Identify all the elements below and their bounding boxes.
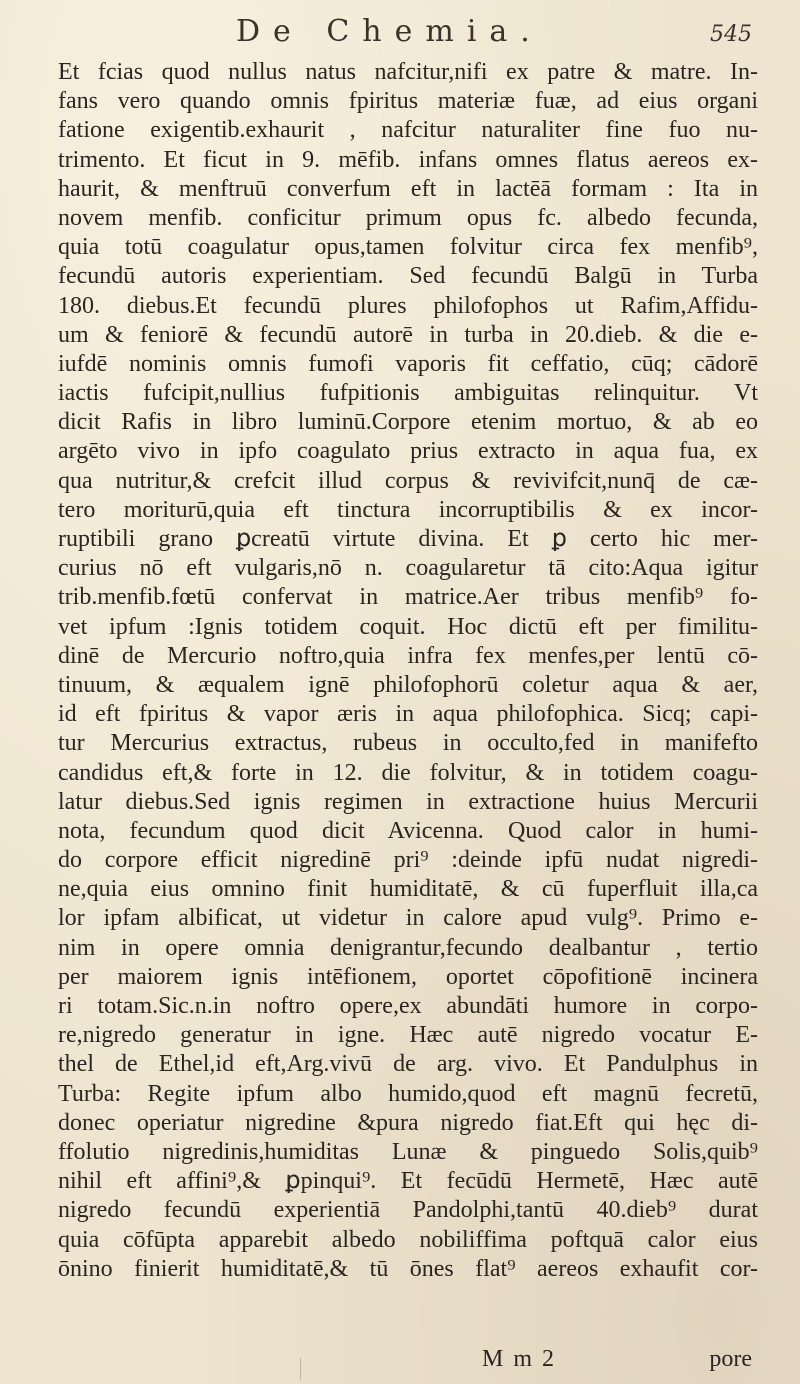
page-header — [56, 14, 756, 54]
text-line: id eft fpiritus & vapor æris in aqua philofophica. Sicq; capi- — [58, 701, 758, 728]
text-line: ffolutio nigredinis,humiditas Lunæ & pinguedo Solis,quib⁹ — [58, 1138, 758, 1165]
text-line: ōnino finierit humiditatē,& tū ōnes flat⁹ aereos exhaufit cor- — [58, 1255, 758, 1282]
signature-mark: M m 2 — [482, 1346, 557, 1372]
text-line: nim in opere omnia denigrantur,fecundo dealbantur , tertio — [58, 934, 758, 961]
text-line: trimento. Et ficut in 9. mēfib. infans omnes flatus aereos ex- — [58, 146, 758, 173]
text-line: nihil eft affini⁹,& ꝑpinqui⁹. Et fecūdū Hermetē, Hæc autē — [58, 1168, 758, 1195]
text-line: lor ipfam albificat, ut videtur in calore apud vulg⁹. Primo e- — [58, 905, 758, 932]
text-line: um & feniorē & fecundū autorē in turba in 20.dieb. & die e- — [58, 321, 758, 348]
text-line: ruptibili grano ꝑcreatū virtute divina. Et ꝑ certo hic mer- — [58, 526, 758, 552]
text-line: nota, fecundum quod dicit Avicenna. Quod calor in humi- — [58, 817, 758, 844]
text-line: argēto vivo in ipfo coagulato prius extracto in aqua fua, ex — [58, 438, 758, 465]
running-head: De Chemia. — [236, 14, 543, 49]
text-line: curius nō eft vulgaris,nō n. coagularetur tā cito:Aqua igitur — [58, 555, 758, 582]
text-line: tur Mercurius extractus, rubeus in occulto,fed in manifefto — [58, 730, 758, 757]
text-line: nigredo fecundū experientiā Pandolphi,tantū 40.dieb⁹ durat — [58, 1197, 758, 1224]
text-line: tinuum, & æqualem ignē philofophorū coletur aqua & aer, — [58, 671, 758, 698]
text-line: 180. diebus.Et fecundū plures philofophos ut Rafim,Affidu- — [58, 292, 758, 319]
text-line: donec operiatur nigredine &pura nigredo fiat.Eft qui hęc di- — [58, 1109, 758, 1136]
text-line: Et fcias quod nullus natus nafcitur,nifi ex patre & matre. In- — [58, 59, 758, 85]
text-line: Turba: Regite ipfum albo humido,quod eft magnū fecretū, — [58, 1080, 758, 1107]
text-line: do corpore efficit nigredinē pri⁹ :deinde ipfū nudat nigredi- — [58, 847, 758, 874]
text-line: fatione exigentib.exhaurit , nafcitur naturaliter fine fuo nu- — [58, 117, 758, 144]
text-line: re,nigredo generatur in igne. Hæc autē nigredo vocatur E- — [58, 1022, 758, 1049]
text-line: haurit, & menftruū converfum eft in lactēā formam : Ita in — [58, 175, 758, 202]
page-number: 545 — [710, 22, 752, 47]
text-line: fecundū autoris experientiam. Sed fecundū Balgū in Turba — [58, 263, 758, 290]
text-line: per maiorem ignis intēfionem, oportet cōpofitionē incinera — [58, 963, 758, 990]
text-line: thel de Ethel,id eft,Arg.vivū de arg. vivo. Et Pandulphus in — [58, 1051, 758, 1078]
text-line: fans vero quando omnis fpiritus materiæ fuæ, ad eius organi — [58, 88, 758, 115]
text-line: tero moriturū,quia eft tinctura incorruptibilis & ex incor- — [58, 496, 758, 523]
catchword: pore — [709, 1346, 752, 1372]
text-line: qua nutritur,& crefcit illud corpus & revivifcit,nunq̄ de cæ- — [58, 467, 758, 494]
ink-bleed-mark — [300, 1358, 311, 1380]
text-line: iufdē nominis omnis fumofi vaporis fit ceffatio, cūq; cādorē — [58, 350, 758, 377]
text-line: novem menfib. conficitur primum opus fc. albedo fecunda, — [58, 204, 758, 231]
text-line: ri totam.Sic.n.in noftro opere,ex abundāti humore in corpo- — [58, 993, 758, 1019]
text-line: vet ipfum :Ignis totidem coquit. Hoc dictū eft per fimilitu- — [58, 613, 758, 640]
text-line: quia totū coagulatur opus,tamen folvitur circa fex menfib⁹, — [58, 234, 758, 261]
text-line: dicit Rafis in libro luminū.Corpore etenim mortuo, & ab eo — [58, 409, 758, 436]
page-footer — [58, 1346, 758, 1374]
text-line: candidus eft,& forte in 12. die folvitur, & in totidem coagu- — [58, 759, 758, 786]
text-line: quia cōfūpta apparebit albedo nobiliffima poftquā calor eius — [58, 1226, 758, 1253]
text-line: ne,quia eius omnino finit humiditatē, & cū fuperfluit illa,ca — [58, 876, 758, 903]
text-line: latur diebus.Sed ignis regimen in extractione huius Mercurii — [58, 788, 758, 815]
text-line: dinē de Mercurio noftro,quia infra fex menfes,per lentū cō- — [58, 642, 758, 669]
text-line: iactis fufcipit,nullius fufpitionis ambiguitas relinquitur. Vt — [58, 380, 758, 407]
body-text — [58, 58, 758, 1284]
text-line: trib.menfib.fœtū confervat in matrice.Aer tribus menfib⁹ fo- — [58, 584, 758, 611]
